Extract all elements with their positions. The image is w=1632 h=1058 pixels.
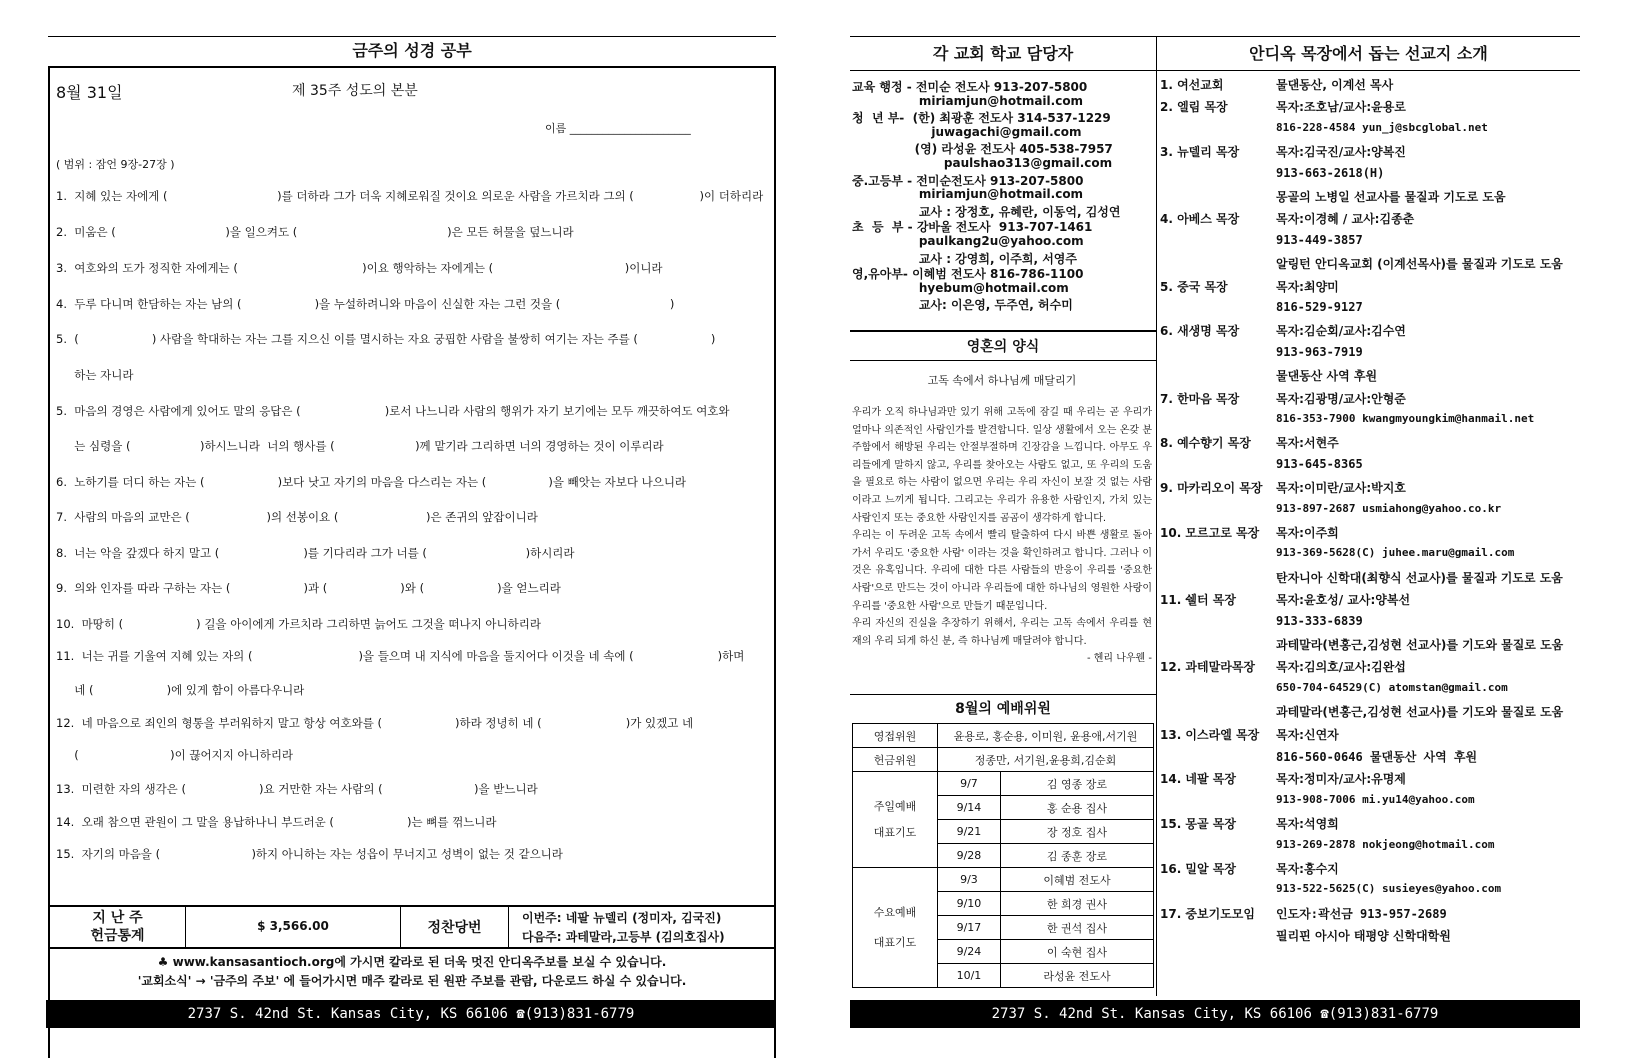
table-row: [853, 724, 1154, 748]
mission-detail: 목자:윤호성/ 교사:양복선: [1276, 593, 1411, 608]
question-line: 8. 너는 악을 갚겠다 하지 말고 ( )를 기다리라 그가 너를 ( )하시리라: [56, 546, 575, 560]
praise-this-week: 이번주: 네팔 뉴델리 (정미자, 김국진): [522, 911, 722, 925]
sunday-name: 장 정호 집사: [1000, 820, 1153, 844]
mission-detail: 913-449-3857: [1276, 232, 1363, 247]
wednesday-name: 한 권석 집사: [1000, 916, 1153, 940]
sunday-date: 9/21: [938, 820, 1001, 844]
table-row: [853, 772, 1154, 796]
mission-detail: 목자:정미자/교사:유명제: [1276, 772, 1406, 787]
essay-author: - 헨리 나우웬 -: [1086, 653, 1152, 665]
wednesday-date: 9/24: [938, 940, 1001, 964]
sunday-name: 홍 순용 집사: [1000, 796, 1153, 820]
staff-line: 청 년 부- (한) 최광훈 전도사 314-537-1229: [852, 111, 1111, 126]
mission-detail: 목자:이주희: [1276, 526, 1339, 540]
mission-detail: 816-228-4584 yun_j@sbcglobal.net: [1276, 120, 1488, 134]
wednesday-date: 9/17: [938, 916, 1001, 940]
mission-name: 7. 한마음 목장: [1160, 391, 1240, 406]
mission-detail: 목자:김국진/교사:양복진: [1276, 145, 1406, 160]
wednesday-prayer-label: [853, 868, 938, 988]
totals-box: [48, 905, 776, 949]
staff-line: 초 등 부 - 강바울 전도사 913-707-1461: [852, 220, 1093, 235]
mission-detail: 913-663-2618(H): [1276, 165, 1385, 180]
staff-line: (영) 라성윤 전도사 405-538-7957: [852, 142, 1113, 157]
mission-name: 17. 중보기도모임: [1160, 906, 1255, 921]
question-line: 3. 여호와의 도가 정직한 자에게는 ( )이요 행악하는 자에게는 ( )이니라: [56, 261, 663, 275]
praise-next-week: 다음주: 과테말라,고등부 (김의호집사): [522, 930, 725, 944]
last-week-label: 지 난 주: [92, 910, 143, 926]
mission-detail: 필리핀 아시아 태평양 신학대학원: [1276, 929, 1451, 944]
wednesday-name: 이 숙현 집사: [1000, 940, 1153, 964]
top-rule: [48, 36, 776, 37]
staff-line: 영,유아부- 이혜범 전도사 816-786-1100: [852, 267, 1084, 282]
soul-food-header: 영혼의 양식: [966, 339, 1040, 355]
sunday-date: 9/14: [938, 796, 1001, 820]
mission-detail: 인도자:곽선금 913-957-2689: [1276, 906, 1447, 921]
question-line: ( )이 끊어지지 아니하리라: [56, 748, 294, 762]
offering-members: 정종만, 서기원,윤용희,김순회: [938, 748, 1154, 772]
name-line: 이름 ______________________: [545, 122, 691, 135]
mission-name: 2. 엘림 목장: [1160, 100, 1228, 115]
mission-detail: 913-897-2687 usmiahong@yahoo.co.kr: [1276, 501, 1502, 515]
essay-paragraph-1: 우리가 오직 하나님과만 있기 위해 고독에 잠길 때 우리는 곧 우리가 얼마나 의존적인 사람인가를 발견합니다. 일상 생활에서 오는 온갖 분주함에서 해방된 우리는 안절부절하며 긴장감을 느낍니다. 아무도 우리들에게 말하지 않고, 우리를 찾아오는 사람도 없고, 또 우리의 도움을 필요로 하는 사람이 없으면 우리는 우리 자신이 보잘 것 없는 사람이라고 느끼게 됩니다. 그리고는 우리가 유용한 사람인지, 가치 있는 사람인지 또는 중요한 사람인지를 곰곰이 생각하게 합니다.: [852, 407, 1152, 524]
mission-name: 4. 아베스 목장: [1160, 212, 1240, 227]
mission-name: 13. 이스라엘 목장: [1160, 727, 1260, 742]
mission-name: 10. 모르고로 목장: [1160, 526, 1260, 540]
mission-name: 5. 중국 목장: [1160, 279, 1228, 294]
wednesday-date: 9/3: [938, 868, 1001, 892]
mission-detail: 목자:서현주: [1276, 436, 1339, 451]
staff-line: hyebum@hotmail.com: [852, 280, 1069, 295]
soul-rule-bottom: [850, 360, 1156, 361]
wednesday-name: 이혜범 전도사: [1000, 868, 1153, 892]
mission-detail: 목자:홍수지: [1276, 862, 1339, 876]
mission-detail: 목자:조호남/교사:윤용로: [1276, 100, 1406, 115]
essay-paragraph-3: 우리 자신의 진실을 추장하기 위해서, 우리는 고독 속에서 우리를 현재의 우리 되게 하신 분, 즉 하나님께 매달려야 합니다.: [852, 618, 1152, 647]
question-line: 6. 노하기를 더디 하는 자는 ( )보다 낫고 자기의 마음을 다스리는 자는 ( )을 빼앗는 자보다 나으니라: [56, 475, 687, 489]
question-line: 9. 의와 인자를 따라 구하는 자는 ( )과 ( )와 ( )을 얻느리라: [56, 581, 561, 595]
staff-line: 교육 행정 - 전미순 전도사 913-207-5800: [852, 80, 1088, 94]
sunday-name: 김 영종 장로: [1000, 772, 1153, 796]
question-line: 하는 자니라: [56, 368, 134, 382]
essay-body: [852, 404, 1152, 668]
mission-detail: 913-369-5628(C) juhee.maru@gmail.com: [1276, 546, 1515, 560]
offering-amount: $ 3,566.00: [257, 919, 329, 933]
essay-title: 고독 속에서 하나님께 매달리기: [927, 374, 1077, 387]
mission-detail: 몽골의 노병일 선교사를 물질과 기도로 도움: [1276, 190, 1506, 204]
wednesday-name: 라성윤 전도사: [1000, 964, 1153, 988]
website-notice: ♣ www.kansasantioch.org에 가시면 칼라로 된 더욱 멋진 안디옥주보를 보실 수 있습니다.: [157, 955, 667, 969]
address-footer-left: 2737 S. 42nd St. Kansas City, KS 66106 ☎(913)831-6779: [46, 1000, 776, 1028]
staff-line: miriamjun@hotmail.com: [852, 93, 1084, 108]
sunday-date: 9/28: [938, 844, 1001, 868]
mission-detail: 650-704-64529(C) atomstan@gmail.com: [1276, 680, 1508, 694]
mission-detail: 816-353-7900 kwangmyoungkim@hanmail.net: [1276, 412, 1535, 425]
mission-name: 1. 여선교회: [1160, 78, 1224, 92]
worship-rule-top: [850, 694, 1156, 695]
column-divider: [1156, 36, 1157, 996]
mission-detail: 목자:신연자: [1276, 727, 1339, 742]
mission-detail: 목자:최양미: [1276, 279, 1339, 294]
mission-detail: 913-269-2878 nokjeong@hotmail.com: [1276, 837, 1495, 851]
question-line: 4. 두루 다니며 한담하는 자는 남의 ( )을 누설하려니와 마음이 신실한 자는 그런 것을 ( ): [56, 297, 675, 311]
question-line: 네 ( )에 있게 함이 아름다우니라: [56, 683, 305, 697]
top-rule-right: [850, 36, 1580, 37]
mission-detail: 목자:김의호/교사:김완섭: [1276, 660, 1406, 675]
offering-label: 헌금위원: [853, 748, 938, 772]
mission-name: 3. 뉴델리 목장: [1160, 145, 1240, 160]
question-line: 13. 미련한 자의 생각은 ( )요 거만한 자는 사람의 ( )을 받느니라: [56, 782, 538, 796]
mission-detail: 913-333-6839: [1276, 613, 1363, 628]
greeters-label: 영접위원: [853, 724, 938, 748]
mission-name: 15. 몽골 목장: [1160, 817, 1236, 832]
mission-detail: 816-529-9127: [1276, 300, 1363, 314]
staff-line: juwagachi@gmail.com: [852, 124, 1082, 139]
mission-detail: 913-645-8365: [1276, 456, 1363, 471]
worship-table: [852, 723, 1154, 988]
prayer-label: 대표기도: [873, 825, 917, 839]
mission-detail: 물댄동산 사역 후원: [1276, 369, 1378, 384]
prayer-label: 대표기도: [873, 935, 917, 949]
mission-detail: 목자:김광명/교사:안형준: [1276, 391, 1406, 406]
question-line: 11. 너는 귀를 기울여 지혜 있는 자의 ( )을 들으며 내 지식에 마음을 둘지어다 이것을 네 속에 ( )하며: [56, 649, 745, 663]
greeters: 윤용로, 홍순용, 이미원, 윤용애,서기원: [938, 724, 1154, 748]
sunday-prayer-label: [853, 772, 938, 868]
question-line: 7. 사람의 마음의 교만은 ( )의 선봉이요 ( )은 존귀의 앞잡이니라: [56, 510, 538, 524]
table-row: [853, 868, 1154, 892]
mission-detail: 913-522-5625(C) susieyes@yahoo.com: [1276, 882, 1502, 896]
mission-detail: 과테말라(변홍근,김성현 선교사)를 기도와 물질로 도움: [1276, 638, 1564, 652]
download-notice: '교회소식' → '금주의 주보' 에 들어가시면 매주 칼라로 된 원판 주보를 관람, 다운로드 하실 수 있습니다.: [137, 974, 687, 988]
wednesday-date: 10/1: [938, 964, 1001, 988]
mission-detail: 탄자니아 신학대(최향식 선교사)를 물질과 기도로 도움: [1276, 570, 1563, 585]
question-line: 15. 자기의 마음을 ( )하지 아니하는 자는 성읍이 무너지고 성벽이 없는 것 같으니라: [56, 847, 563, 861]
question-line: 5. ( ) 사람을 학대하는 자는 그를 지으신 이를 멸시하는 자요 궁핍한 사람을 불쌍히 여기는 자는 주를 ( ): [56, 332, 716, 346]
address-footer-right: 2737 S. 42nd St. Kansas City, KS 66106 ☎(913)831-6779: [850, 1000, 1580, 1028]
missions-header: 안디옥 목장에서 돕는 선교지 소개: [1249, 44, 1488, 63]
question-line: 10. 마땅히 ( ) 길을 아이에게 가르치라 그리하면 늙어도 그것을 떠나지 아니하리라: [56, 617, 541, 631]
mission-detail: 목자:석영희: [1276, 817, 1339, 832]
staff-line: paulshao313@gmail.com: [852, 156, 1113, 170]
staff-line: paulkang2u@yahoo.com: [852, 234, 1084, 248]
question-line: 5. 마음의 경영은 사람에게 있어도 말의 응답은 ( )로서 나느니라 사람의 행위가 자기 보기에는 모두 깨끗하여도 여호와: [56, 404, 730, 418]
mission-detail: 913-908-7006 mi.yu14@yahoo.com: [1276, 792, 1475, 806]
sunday-date: 9/7: [938, 772, 1001, 796]
mission-name: 12. 과테말라목장: [1160, 660, 1255, 675]
offering-stats-label: 헌금통계: [90, 928, 145, 944]
sunday-name: 김 종훈 장로: [1000, 844, 1153, 868]
lesson-date: 8월 31일: [56, 83, 123, 102]
mission-name: 16. 밀알 목장: [1160, 862, 1236, 876]
mission-detail: 816-560-0646 물댄동산 사역 후원: [1276, 750, 1478, 764]
sunday-label: 주일예배: [873, 799, 917, 813]
mission-detail: 과테말라(변홍근,김성현 선교사)를 기도와 물질로 도움: [1276, 705, 1564, 720]
mission-name: 6. 새생명 목장: [1160, 324, 1240, 339]
question-line: 14. 오래 참으면 관원이 그 말을 용납하나니 부드러운 ( )는 뼈를 꺾느니라: [56, 815, 497, 829]
mission-name: 9. 마카리오이 목장: [1160, 481, 1263, 496]
staff-line: 교사 : 장정호, 유혜란, 이동억, 김성연: [852, 204, 1121, 219]
question-line: 12. 네 마음으로 죄인의 형통을 부러워하지 말고 항상 여호와를 ( )하라 정녕히 네 ( )가 있겠고 네: [56, 716, 694, 730]
bible-study-title: 금주의 성경 공부: [352, 41, 472, 60]
staff-line: miriamjun@hotmail.com: [852, 187, 1084, 202]
mission-name: 8. 예수향기 목장: [1160, 436, 1251, 451]
question-line: 1. 지혜 있는 자에게 ( )를 더하라 그가 더욱 지혜로워질 것이요 의로운 사람을 가르치라 그의 ( )이 더하리라: [56, 189, 764, 203]
question-line: 2. 미움은 ( )을 일으켜도 ( )은 모든 허물을 덮느니라: [56, 225, 574, 239]
table-row: [853, 748, 1154, 772]
staff-line: 교사: 이은영, 두주연, 허수미: [852, 298, 1073, 313]
praise-duty-label: 정찬당번: [427, 920, 482, 936]
mission-name: 14. 네팔 목장: [1160, 772, 1236, 787]
wednesday-name: 한 희경 권사: [1000, 892, 1153, 916]
mission-detail: 목자:이미란/교사:박지호: [1276, 481, 1406, 496]
essay-paragraph-2: 우리는 이 두려운 고독 속에서 빨리 탈출하여 다시 바쁜 생활로 돌아가서 우리도 '중요한 사람' 이라는 것을 확인하려고 합니다. 그러나 이것은 유혹입니다. 우리에 대한 다른 사람들의 반응이 우리를 '중요한 사람'으로 만드는 것이 아니라 우리들에 대한 하나님의 영원한 사랑이 우리를 '중요한 사람'으로 만들기 때문입니다.: [852, 530, 1152, 612]
soul-rule-top: [850, 330, 1156, 332]
staff-line: 교사 : 강영희, 이주희, 서영주: [852, 251, 1077, 266]
mission-detail: 913-963-7919: [1276, 344, 1363, 359]
scripture-range: ( 범위 : 잠언 9장-27장 ): [56, 158, 175, 171]
staff-line: 중.고등부 - 전미순전도사 913-207-5800: [852, 173, 1084, 188]
mission-detail: 알링턴 안디옥교회 (이계선목사)를 물질과 기도로 도움: [1276, 257, 1563, 272]
mission-detail: 물댄동산, 이계선 목사: [1276, 78, 1394, 92]
staff-header: 각 교회 학교 담당자: [932, 44, 1074, 63]
question-line: 는 심령을 ( )하시느니라 너의 행사를 ( )께 맡기라 그리하면 너의 경영하는 것이 이루리라: [56, 439, 664, 453]
header-rule-right: [850, 70, 1580, 71]
mission-detail: 목자:김순회/교사:김수연: [1276, 324, 1406, 339]
wednesday-label: 수요예배: [873, 905, 917, 919]
mission-detail: 목자:이경혜 / 교사:김종춘: [1276, 212, 1415, 227]
worship-header: 8월의 예배위원: [955, 701, 1051, 717]
mission-name: 11. 쉘터 목장: [1160, 593, 1236, 608]
lesson-title: 제 35주 성도의 본분: [292, 83, 418, 99]
wednesday-date: 9/10: [938, 892, 1001, 916]
